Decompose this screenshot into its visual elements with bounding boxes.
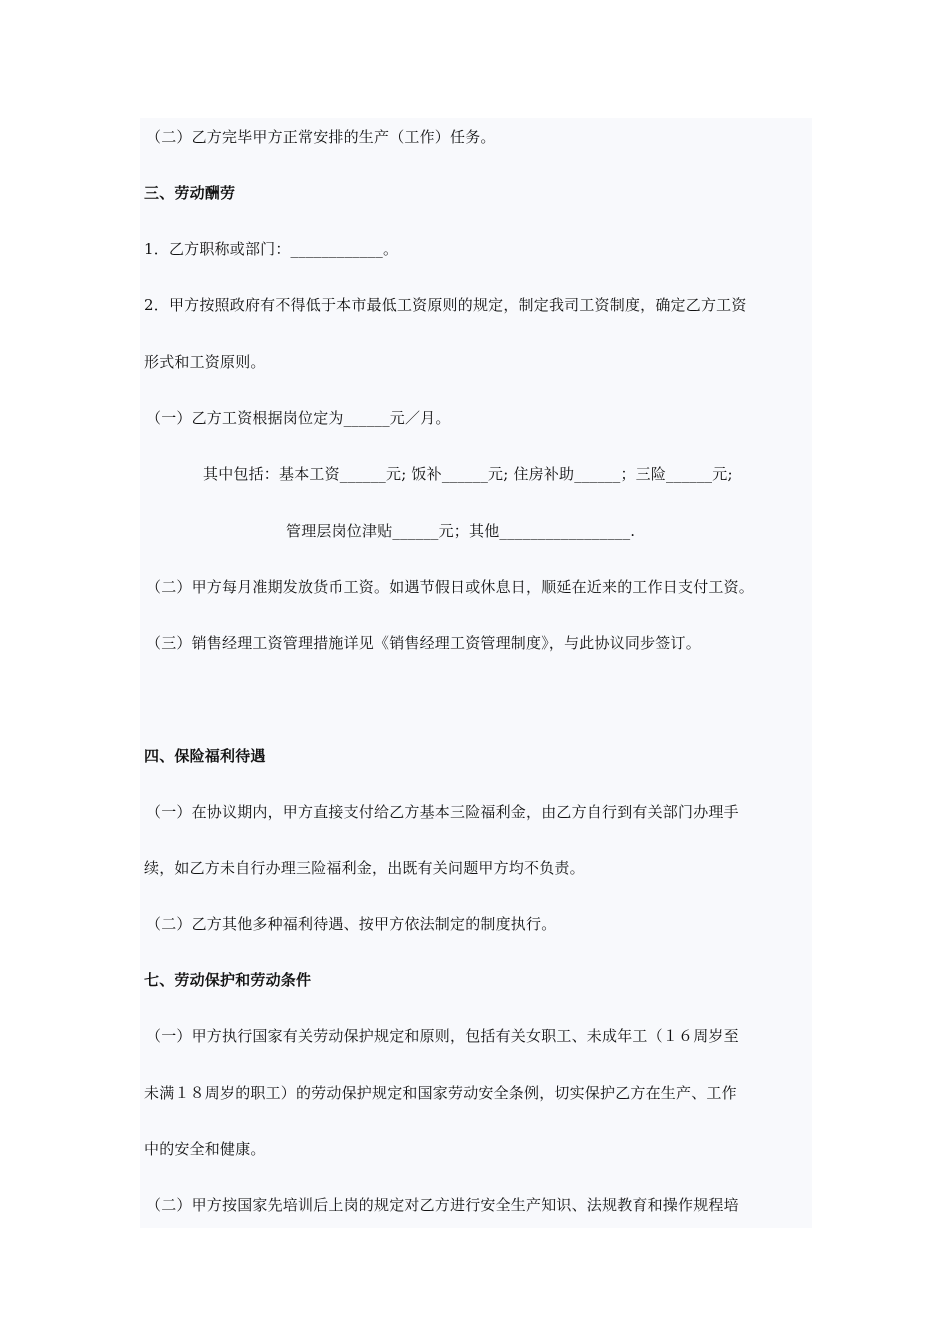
paragraph: （三）销售经理工资管理措施详见《销售经理工资管理制度》，与此协议同步签订。 — [146, 634, 701, 652]
paragraph: （一）甲方执行国家有关劳动保护规定和原则，包括有关女职工、未成年工（１６周岁至 — [146, 1027, 739, 1045]
paragraph: （一）乙方工资根据岗位定为______元／月。 — [146, 409, 451, 427]
paragraph: （二）乙方完毕甲方正常安排的生产（工作）任务。 — [146, 128, 496, 146]
section-heading-3: 三、劳动酬劳 — [144, 184, 236, 202]
paragraph: 中的安全和健康。 — [144, 1140, 266, 1158]
paragraph: （二）乙方其他多种福利待遇、按甲方依法制定的制度执行。 — [146, 915, 557, 933]
paragraph: 续，如乙方未自行办理三险福利金，出既有关问题甲方均不负责。 — [144, 859, 585, 877]
paragraph: 1．乙方职称或部门：____________。 — [144, 240, 399, 258]
paragraph: 2．甲方按照政府有不得低于本市最低工资原则的规定，制定我司工资制度，确定乙方工资 — [144, 296, 747, 314]
paragraph: 管理层岗位津贴______元；其他_________________. — [286, 522, 636, 540]
section-heading-4: 四、保险福利待遇 — [144, 747, 266, 765]
paragraph: （二）甲方按国家先培训后上岗的规定对乙方进行安全生产知识、法规教育和操作规程培 — [146, 1196, 739, 1214]
paragraph: 形式和工资原则。 — [144, 353, 266, 371]
paragraph: 未满１８周岁的职工）的劳动保护规定和国家劳动安全条例，切实保护乙方在生产、工作 — [144, 1084, 737, 1102]
paragraph: （二）甲方每月准期发放货币工资。如遇节假日或休息日，顺延在近来的工作日支付工资。 — [146, 578, 755, 596]
paragraph: （一）在协议期内，甲方直接支付给乙方基本三险福利金，由乙方自行到有关部门办理手 — [146, 803, 739, 821]
page-background — [140, 118, 812, 1228]
section-heading-7: 七、劳动保护和劳动条件 — [144, 971, 312, 989]
paragraph: 其中包括：基本工资______元; 饭补______元; 住房补助______；三险______元; — [203, 465, 733, 483]
